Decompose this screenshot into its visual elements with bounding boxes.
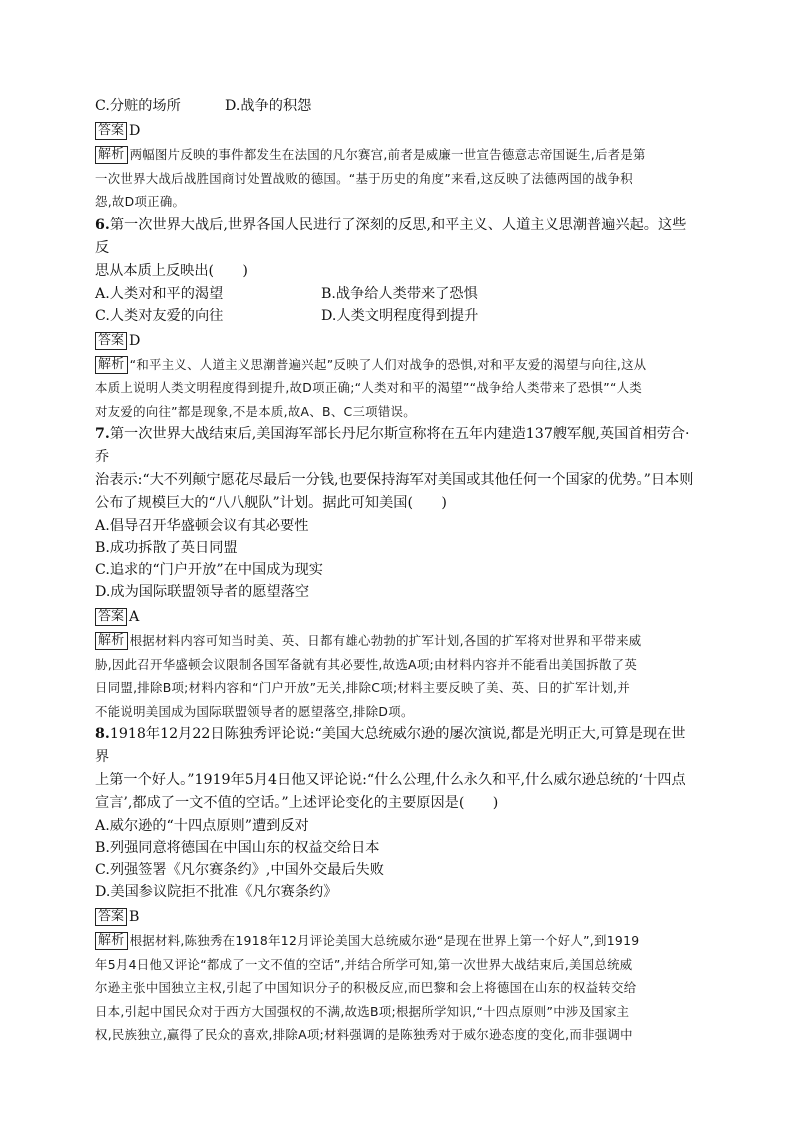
- explain-tag: 解析: [95, 356, 128, 374]
- q8-stem: [95, 723, 699, 815]
- q8-explanation: [95, 929, 699, 1047]
- q5-explain-line: 怨,故D项正确。: [95, 194, 186, 209]
- q6-explanation: [95, 353, 699, 424]
- q5-answer-value: D: [129, 123, 141, 139]
- q8-option-d: D.美国参议院拒不批准《凡尔赛条约》: [95, 884, 338, 900]
- q7-number: 7.: [95, 426, 110, 442]
- q8-option-b: B.列强同意将德国在中国山东的权益交给日本: [95, 840, 380, 856]
- q6-option-a: A.人类对和平的渴望: [95, 285, 224, 302]
- q6-explain-line: 对友爱的向往”都是现象,不是本质,故A、B、C三项错误。: [95, 403, 416, 419]
- q5-explain-line: 一次世界大战后战胜国商讨处置战败的德国。“基于历史的角度”来看,这反映了法德两国的战争积: [95, 170, 633, 186]
- q6-options-row: [95, 283, 699, 305]
- q8-stem-line: 上第一个好人。”1919年5月4日他又评论说:“什么公理,什么永久和平,什么威尔逊总统的‘十四点: [95, 772, 686, 788]
- answer-tag: 答案: [95, 332, 127, 350]
- q5-answer: [95, 119, 699, 143]
- q8-explain-line: 日本,引起中国民众对于西方大国强权的不满,故选B项;根据所学知识,“十四点原则”中涉及国家主: [95, 1003, 630, 1019]
- q5-option-d: D.战争的积怨: [225, 98, 312, 114]
- answer-tag: 答案: [95, 908, 127, 926]
- document-page: [95, 95, 699, 1047]
- q7-option-b: B.成功拆散了英日同盟: [95, 540, 238, 556]
- answer-tag: 答案: [95, 608, 127, 626]
- q6-stem: [95, 214, 699, 283]
- q6-stem-line: 思从本质上反映出( ): [95, 262, 248, 279]
- q7-answer-value: A: [129, 609, 140, 625]
- q7-stem-line: 公布了规模巨大的“八八舰队”计划。据此可知美国( ): [95, 495, 447, 511]
- q7-stem-line: 第一次世界大战结束后,美国海军部长丹尼尔斯宣称将在五年内建造137艘军舰,英国首相劳合·乔: [95, 426, 690, 465]
- q7-stem: [95, 423, 699, 515]
- q6-option-b: B.战争给人类带来了恐惧: [321, 285, 478, 302]
- q7-explanation: [95, 629, 699, 723]
- q7-option-a: A.倡导召开华盛顿会议有其必要性: [95, 518, 309, 534]
- explain-tag: 解析: [95, 632, 128, 650]
- q6-answer-value: D: [129, 332, 141, 349]
- q8-option-a: A.威尔逊的“十四点原则”遭到反对: [95, 818, 309, 834]
- q6-explain-line: “和平主义、人道主义思潮普遍兴起”反映了人们对战争的恐惧,对和平友爱的渴望与向往,这从: [129, 356, 647, 372]
- explain-tag: 解析: [95, 932, 128, 950]
- q6-option-c: C.人类对友爱的向往: [95, 307, 224, 324]
- explain-tag: 解析: [95, 146, 128, 164]
- q6-option-d: D.人类文明程度得到提升: [321, 307, 479, 324]
- q5-explain-line: 两幅图片反映的事件都发生在法国的凡尔赛宫,前者是威廉一世宣告德意志帝国诞生,后者是第: [129, 147, 646, 162]
- q7-explain-line: 不能说明美国成为国际联盟领导者的愿望落空,排除D项。: [95, 703, 414, 719]
- q8-explain-line: 年5月4日他又评论“都成了一文不值的空话”,并结合所学可知,第一次世界大战结束后,美国总统威: [95, 956, 633, 972]
- q8-explain-line: 根据材料,陈独秀在1918年12月评论美国大总统威尔逊“是现在世界上第一个好人”,到1919: [129, 933, 640, 948]
- q6-number: 6.: [95, 216, 110, 233]
- q7-explain-line: 胁,因此召开华盛顿会议限制各国军备就有其必要性,故选A项;由材料内容并不能看出美国拆散了英: [95, 656, 638, 672]
- q5-explanation: [95, 143, 699, 214]
- q6-answer: [95, 329, 699, 353]
- q7-stem-line: 治表示:“大不列颠宁愿花尽最后一分钱,也要保持海军对美国或其他任何一个国家的优势。”日本则: [95, 472, 694, 488]
- q6-stem-line: 第一次世界大战后,世界各国人民进行了深刻的反思,和平主义、人道主义思潮普遍兴起。这些反: [95, 216, 687, 256]
- q8-answer: [95, 905, 699, 929]
- q8-stem-line: 宣言’,都成了一文不值的空话。”上述评论变化的主要原因是( ): [95, 795, 499, 811]
- q5-option-c: C.分赃的场所: [95, 98, 181, 114]
- q8-explain-line: 权,民族独立,赢得了民众的喜欢,排除A项;材料强调的是陈独秀对于威尔逊态度的变化,而非强调中: [95, 1027, 633, 1042]
- q6-options-row: [95, 305, 699, 327]
- q6-explain-line: 本质上说明人类文明程度得到提升,故D项正确;“人类对和平的渴望”“战争给人类带来了恐惧”“人类: [95, 380, 643, 395]
- q7-answer: [95, 605, 699, 629]
- answer-tag: 答案: [95, 122, 127, 140]
- q7-option-c: C.追求的“门户开放”在中国成为现实: [95, 562, 323, 578]
- q8-explain-line: 尔逊主张中国独立主权,引起了中国知识分子的积极反应,而巴黎和会上将德国在山东的权益转交给: [95, 980, 637, 995]
- q8-answer-value: B: [129, 909, 140, 925]
- q8-number: 8.: [95, 726, 110, 742]
- q7-explain-line: 日同盟,排除B项;材料内容和“门户开放”无关,排除C项;材料主要反映了美、英、日的扩军计划,并: [95, 680, 631, 695]
- q7-explain-line: 根据材料内容可知当时美、英、日都有雄心勃勃的扩军计划,各国的扩军将对世界和平带来威: [129, 633, 642, 648]
- q8-stem-line: 1918年12月22日陈独秀评论说:“美国大总统威尔逊的屡次演说,都是光明正大,可算是现在世界: [95, 726, 686, 765]
- q5-options: [95, 95, 699, 117]
- q8-option-c: C.列强签署《凡尔赛条约》,中国外交最后失败: [95, 862, 384, 878]
- q7-option-d: D.成为国际联盟领导者的愿望落空: [95, 584, 310, 600]
